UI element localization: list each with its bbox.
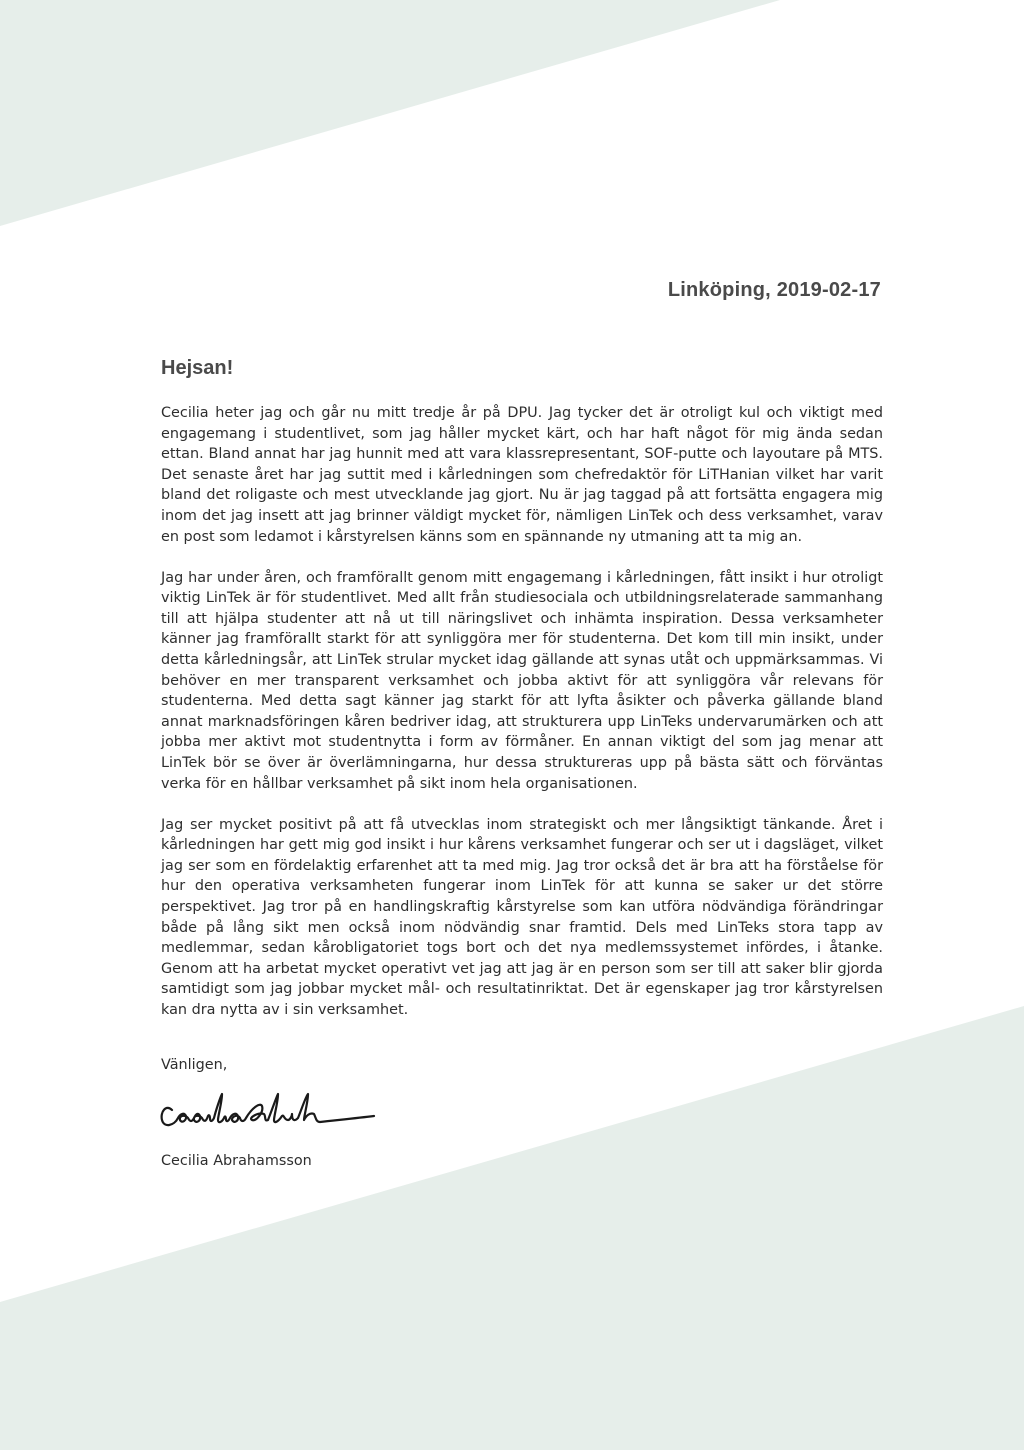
- handwritten-signature: [158, 1088, 380, 1134]
- letter-closing: Vänligen,: [161, 1057, 228, 1073]
- paragraph-1: Cecilia heter jag och går nu mitt tredje år på DPU. Jag tycker det är otroligt kul och viktigt med engagemang i studentlivet, som jag håller mycket kärt, och har haft något för mig ända sedan ettan. Bland annat har jag hunnit med att vara klassrepresentant, SOF-putte och layoutare på MTS. Det senaste året har jag suttit med i kårledningen som chefredaktör för LiTHanian vilket har varit bland det roligaste och mest utvecklande jag gjort. Nu är jag taggad på att fortsätta engagera mig inom det jag insett att jag brinner väldigt mycket för, nämligen LinTek och dess verksamhet, varav en post som ledamot i kårstyrelsen känns som en spännande ny utmaning att ta mig an.: [161, 405, 883, 545]
- letter-date: Linköping, 2019-02-17: [667, 279, 881, 301]
- signer-name: Cecilia Abrahamsson: [161, 1153, 312, 1169]
- letter-greeting: Hejsan!: [161, 357, 234, 379]
- letter-body: [161, 403, 883, 1041]
- paragraph-2: Jag har under åren, och framförallt genom mitt engagemang i kårledningen, fått insikt i hur otroligt viktig LinTek är för studentlivet. Med allt från studiesociala och utbildningsrelaterade sammanhang till att hjälpa studenter att nå ut till näringslivet och inhämta inspiration. Dessa verksamheter känner jag framförallt starkt för att synliggöra mer för studenterna. Det kom till min insikt, under detta kårledningsår, att LinTek strular mycket idag gällande att synas utåt och uppmärksammas. Vi behöver en mer transparent verksamhet och jobba aktivt för att synliggöra vår relevans för studenterna. Med detta sagt känner jag starkt för att lyfta åsikter och påverka gällande bland annat marknadsföringen kåren bedriver idag, att strukturera upp LinTeks undervarumärken och att jobba mer aktivt mot studentnytta i form av förmåner. En annan viktigt del som jag menar att LinTek bör se över är överlämningarna, hur dessa struktureras upp på bästa sätt och förväntas verka för en hållbar verksamhet på sikt inom hela organisationen.: [161, 569, 883, 792]
- paragraph-3: Jag ser mycket positivt på att få utvecklas inom strategiskt och mer långsiktigt tänkande. Året i kårledningen har gett mig god insikt i hur kårens verksamhet fungerar och ser ut i dagsläget, vilket jag ser som en fördelaktig erfarenhet att ta med mig. Jag tror också det är bra att ha förståelse för hur den operativa verksamheten fungerar inom LinTek för att kunna se saker ur det större perspektivet. Jag tror på en handlingskraftig kårstyrelse som kan utföra nödvändiga förändringar både på lång sikt men också inom nödvändig snar framtid. Dels med LinTeks stora tapp av medlemmar, sedan kårobligatoriet togs bort och det nya medlemssystemet infördes, i åtanke. Genom att ha arbetat mycket operativt vet jag att jag är en person som ser till att saker blir gjorda samtidigt som jag jobbar mycket mål- och resultatinriktat. Det är egenskaper jag tror kårstyrelsen kan dra nytta av i sin verksamhet.: [161, 816, 883, 1019]
